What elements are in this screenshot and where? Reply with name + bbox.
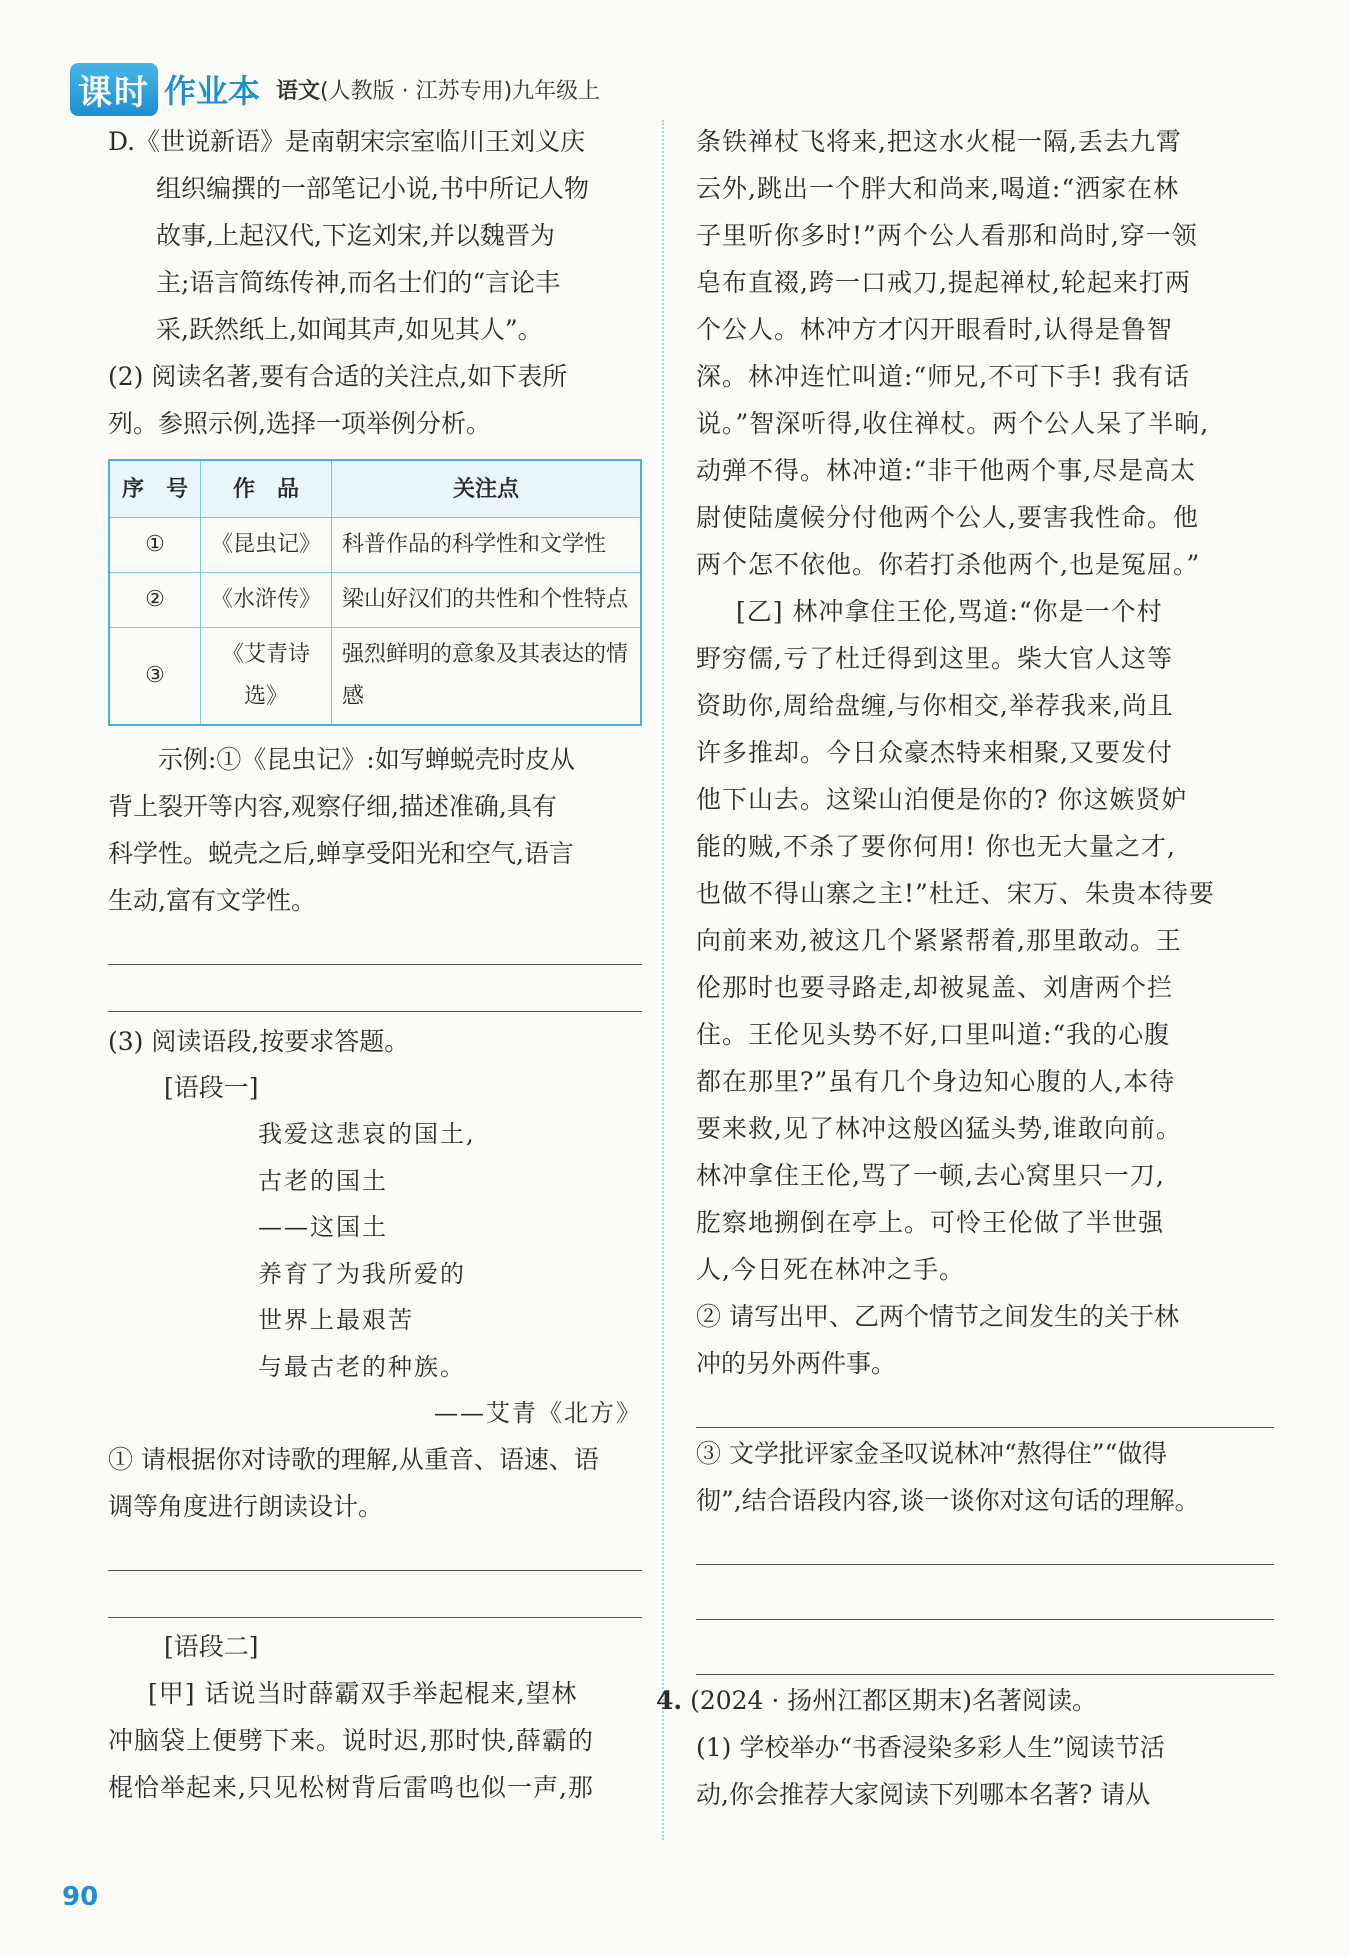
poem-line: 我爱这悲哀的国土, bbox=[258, 1120, 476, 1148]
passage-jia-cont-line: 条铁禅杖飞将来,把这水火棍一隔,丢去九霄 bbox=[696, 127, 1182, 156]
poem-line: ——这国土 bbox=[258, 1213, 388, 1241]
option-d-line: 故事,上起汉代,下迄刘宋,并以魏晋为 bbox=[156, 221, 555, 250]
question-4-1-line: (1) 学校举办“书香浸染多彩人生”阅读节活 bbox=[696, 1733, 1165, 1762]
poem-line: 古老的国土 bbox=[258, 1166, 388, 1195]
question-3-3-line: ③ 文学批评家金圣叹说林冲“熬得住”“做得 bbox=[696, 1439, 1168, 1468]
subject-label: 语文 bbox=[276, 78, 321, 104]
question-3-1-line: ① 请根据你对诗歌的理解,从重音、语速、语 bbox=[108, 1445, 599, 1474]
table-row bbox=[109, 628, 641, 726]
table-header-focus: 关注点 bbox=[332, 460, 642, 518]
example-line: 背上裂开等内容,观察仔细,描述准确,具有 bbox=[108, 792, 557, 821]
works-table bbox=[108, 459, 642, 726]
passage-jia-cont-line: 云外,跳出一个胖大和尚来,喝道:“洒家在林 bbox=[696, 174, 1180, 203]
book-subtitle bbox=[276, 74, 600, 105]
question-3: (3) 阅读语段,按要求答题。 bbox=[108, 1027, 410, 1056]
segment-1-title: [语段一] bbox=[164, 1073, 259, 1102]
question-4-1-line: 动,你会推荐大家阅读下列哪本名著? 请从 bbox=[696, 1780, 1151, 1809]
passage-jia-line: 冲脑袋上便劈下来。说时迟,那时快,薛霸的 bbox=[108, 1726, 594, 1755]
answer-line[interactable] bbox=[108, 1617, 642, 1618]
option-d-line: 组织编撰的一部笔记小说,书中所记人物 bbox=[156, 174, 589, 203]
left-column bbox=[108, 118, 642, 1811]
passage-jia-cont-line: 尉使陆虞候分付他两个公人,要害我性命。他 bbox=[696, 503, 1199, 532]
table-row bbox=[109, 573, 641, 628]
passage-yi-line: 他下山去。这梁山泊便是你的? 你这嫉贤妒 bbox=[696, 785, 1188, 814]
question-2-line: 列。参照示例,选择一项举例分析。 bbox=[108, 409, 491, 438]
answer-line[interactable] bbox=[696, 1427, 1274, 1428]
question-4-number: 4. bbox=[656, 1686, 683, 1715]
option-d-line: 主;语言简练传神,而名士们的“言论丰 bbox=[156, 268, 561, 297]
question-3-2-line: 冲的另外两件事。 bbox=[696, 1349, 897, 1378]
table-cell-focus: 强烈鲜明的意象及其表达的情感 bbox=[332, 628, 642, 726]
passage-yi-line: 肐察地搠倒在亭上。可怜王伦做了半世强 bbox=[696, 1208, 1165, 1237]
poem-line: 世界上最艰苦 bbox=[258, 1306, 414, 1334]
passage-yi-line: 都在那里?”虽有几个身边知心腹的人,本待 bbox=[696, 1067, 1176, 1096]
passage-jia-line: 棍恰举起来,只见松树背后雷鸣也似一声,那 bbox=[108, 1773, 594, 1802]
question-4 bbox=[656, 1677, 1274, 1724]
question-3-1-line: 调等角度进行朗读设计。 bbox=[108, 1492, 384, 1521]
page-header bbox=[70, 64, 600, 114]
logo-badge: 课时 bbox=[70, 63, 158, 116]
passage-yi-line: [乙] 林冲拿住王伦,骂道:“你是一个村 bbox=[736, 597, 1163, 626]
table-cell-work: 《艾青诗选》 bbox=[201, 628, 332, 726]
passage-jia-cont-line: 个公人。林冲方才闪开眼看时,认得是鲁智 bbox=[696, 315, 1173, 344]
poem-line: 养育了为我所爱的 bbox=[258, 1259, 466, 1288]
passage-yi-line: 住。王伦见头势不好,口里叫道:“我的心腹 bbox=[696, 1020, 1171, 1049]
edition-label: (人教版 · 江苏专用)九年级上 bbox=[320, 78, 601, 104]
passage-jia-cont-line: 两个怎不依他。你若打杀他两个,也是冤屈。” bbox=[696, 550, 1201, 579]
question-3-2-line: ② 请写出甲、乙两个情节之间发生的关于林 bbox=[696, 1302, 1179, 1331]
passage-yi-line: 林冲拿住王伦,骂了一顿,去心窝里只一刀, bbox=[696, 1161, 1165, 1190]
passage-yi-line: 向前来劝,被这几个紧紧帮着,那里敢动。王 bbox=[696, 926, 1182, 955]
poem-line: 与最古老的种族。 bbox=[258, 1352, 466, 1381]
table-cell-no: ③ bbox=[109, 628, 201, 726]
passage-yi-line: 伦那时也要寻路走,却被晁盖、刘唐两个拦 bbox=[696, 973, 1173, 1002]
table-header-work: 作 品 bbox=[201, 460, 332, 518]
passage-jia-line: [甲] 话说当时薛霸双手举起棍来,望林 bbox=[148, 1679, 578, 1708]
passage-jia-cont-line: 动弹不得。林冲道:“非干他两个事,尽是高太 bbox=[696, 456, 1197, 485]
passage-yi-line: 人,今日死在林冲之手。 bbox=[696, 1255, 965, 1284]
page-number: 90 bbox=[62, 1882, 99, 1912]
table-header-row bbox=[109, 460, 641, 518]
option-d-first-line: D.《世说新语》是南朝宋宗室临川王刘义庆 bbox=[108, 127, 586, 156]
table-header-no: 序 号 bbox=[109, 460, 201, 518]
table-cell-focus: 梁山好汉们的共性和个性特点 bbox=[332, 573, 642, 628]
brand-title: 作业本 bbox=[164, 72, 261, 110]
passage-yi-line: 许多推却。今日众豪杰特来相聚,又要发付 bbox=[696, 738, 1173, 767]
answer-line[interactable] bbox=[108, 1011, 642, 1012]
passage-yi-line: 能的贼,不杀了要你何用! 你也无大量之才, bbox=[696, 832, 1176, 861]
passage-yi-line: 资助你,周给盘缠,与你相交,举荐我来,尚且 bbox=[696, 691, 1174, 720]
option-d-line: 采,跃然纸上,如闻其声,如见其人”。 bbox=[156, 315, 543, 344]
passage-yi-line: 也做不得山寨之主!”杜迁、宋万、朱贵本待要 bbox=[696, 879, 1215, 908]
passage-jia-cont-line: 说。”智深听得,收住禅杖。两个公人呆了半晌, bbox=[696, 409, 1210, 438]
question-4-text: (2024 · 扬州江都区期末)名著阅读。 bbox=[690, 1686, 1098, 1715]
example-line: 生动,富有文学性。 bbox=[108, 886, 316, 915]
passage-jia-cont-line: 皂布直裰,跨一口戒刀,提起禅杖,轮起来打两 bbox=[696, 268, 1191, 297]
question-2-line: (2) 阅读名著,要有合适的关注点,如下表所 bbox=[108, 362, 568, 391]
passage-jia-cont-line: 深。林冲连忙叫道:“师兄,不可下手! 我有话 bbox=[696, 362, 1191, 391]
answer-line[interactable] bbox=[696, 1674, 1274, 1675]
table-row bbox=[109, 518, 641, 573]
poem-attribution: ——艾青《北方》 bbox=[434, 1399, 642, 1427]
column-divider bbox=[662, 120, 664, 1840]
segment-2-title: [语段二] bbox=[164, 1632, 259, 1661]
question-3-3-line: 彻”,结合语段内容,谈一谈你对这句话的理解。 bbox=[696, 1486, 1200, 1515]
table-cell-focus: 科普作品的科学性和文学性 bbox=[332, 518, 642, 573]
right-column bbox=[656, 118, 1274, 1818]
example-line: 科学性。蜕壳之后,蝉享受阳光和空气,语言 bbox=[108, 839, 574, 868]
table-cell-work: 《昆虫记》 bbox=[201, 518, 332, 573]
table-cell-no: ① bbox=[109, 518, 201, 573]
table-cell-work: 《水浒传》 bbox=[201, 573, 332, 628]
passage-yi-line: 野穷儒,亏了杜迁得到这里。柴大官人这等 bbox=[696, 644, 1173, 673]
passage-jia-cont-line: 子里听你多时!”两个公人看那和尚时,穿一领 bbox=[696, 221, 1198, 250]
example-line: 示例:①《昆虫记》:如写蝉蜕壳时皮从 bbox=[158, 745, 575, 774]
passage-yi-line: 要来救,见了林冲这般凶猛头势,谁敢向前。 bbox=[696, 1114, 1182, 1143]
table-cell-no: ② bbox=[109, 573, 201, 628]
